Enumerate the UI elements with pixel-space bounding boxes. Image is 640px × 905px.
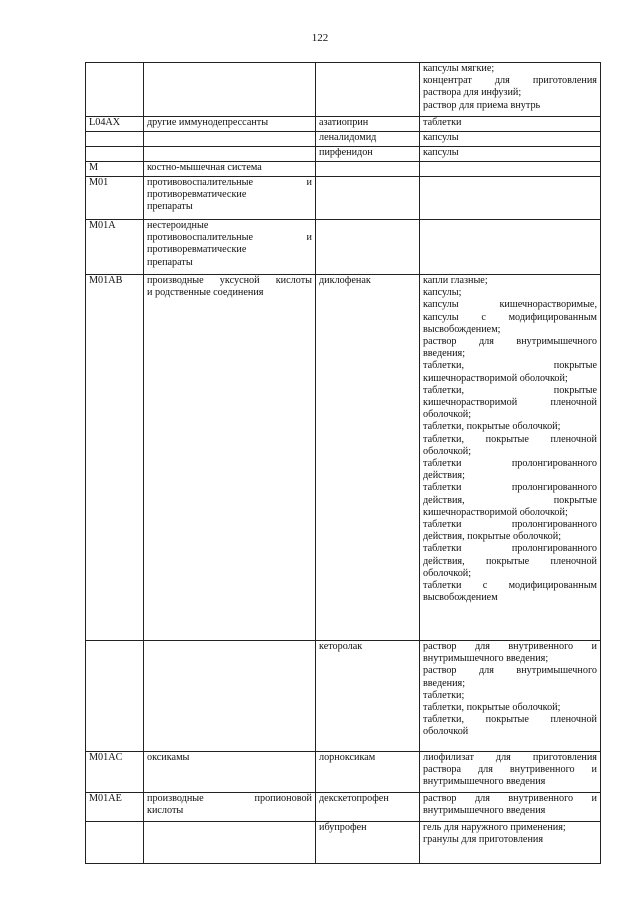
- dosage-form-line: лиофилизат для приготовления: [423, 752, 597, 763]
- atc-code-cell: M01AC: [86, 752, 144, 793]
- dosage-form-line: гранулы для приготовления: [423, 834, 544, 846]
- drug-name-cell: кеторолак: [316, 641, 420, 752]
- drug-name-cell: ибупрофен: [316, 822, 420, 864]
- drug-name-cell: [316, 220, 420, 275]
- dosage-form-line: оболочкой;: [423, 445, 472, 457]
- group-line: производные уксусной кислоты: [147, 275, 312, 286]
- table-row: [86, 177, 601, 220]
- dosage-form-cell: [420, 132, 601, 147]
- dosage-form-line: высвобождением: [423, 592, 498, 604]
- atc-code-cell: M01AB: [86, 275, 144, 641]
- group-cell: [144, 793, 316, 822]
- atc-code-cell: [86, 147, 144, 162]
- dosage-form-line: внутримышечного введения: [423, 805, 546, 817]
- dosage-form-cell: [420, 117, 601, 132]
- drug-name-cell: азатиоприн: [316, 117, 420, 132]
- dosage-form-line: таблетки пролонгированного: [423, 543, 597, 555]
- dosage-form-line: капсулы;: [423, 287, 462, 299]
- drug-table: [85, 62, 601, 864]
- dosage-form-line: капсулы: [423, 132, 459, 143]
- dosage-form-line: гель для наружного применения;: [423, 822, 566, 833]
- dosage-form-cell: [420, 220, 601, 275]
- dosage-form-cell: [420, 752, 601, 793]
- dosage-form-cell: [420, 177, 601, 220]
- table-row: [86, 162, 601, 177]
- table-row: [86, 63, 601, 117]
- dosage-form-line: действия;: [423, 470, 465, 482]
- dosage-form-line: капсулы мягкие;: [423, 63, 495, 74]
- atc-code-cell: L04AX: [86, 117, 144, 132]
- group-line: другие иммунодепрессанты: [147, 117, 269, 128]
- dosage-form-line: таблетки, покрытые оболочкой;: [423, 702, 561, 714]
- table-row: [86, 117, 601, 132]
- drug-name-cell: [316, 162, 420, 177]
- drug-name-cell: декскетопрофен: [316, 793, 420, 822]
- dosage-form-line: таблетки пролонгированного: [423, 482, 597, 494]
- group-cell: [144, 162, 316, 177]
- group-line: препараты: [147, 201, 193, 213]
- group-line: и родственные соединения: [147, 287, 264, 299]
- dosage-form-line: таблетки, покрытые: [423, 384, 597, 396]
- atc-code-cell: M01AE: [86, 793, 144, 822]
- table-row: [86, 132, 601, 147]
- table-row: [86, 147, 601, 162]
- dosage-form-line: высвобождением;: [423, 323, 501, 335]
- group-cell: [144, 177, 316, 220]
- group-line: оксикамы: [147, 752, 190, 763]
- group-line: противоревматические: [147, 189, 247, 201]
- table-body: [86, 63, 601, 864]
- dosage-form-line: таблетки;: [423, 689, 465, 701]
- dosage-form-line: оболочкой;: [423, 567, 472, 579]
- group-cell: [144, 63, 316, 117]
- group-line: нестероидные: [147, 220, 209, 231]
- table-row: [86, 220, 601, 275]
- dosage-form-line: действия, покрытые: [423, 494, 597, 506]
- dosage-form-line: внутримышечного введения: [423, 776, 546, 788]
- table-row: [86, 752, 601, 793]
- dosage-form-cell: [420, 275, 601, 641]
- atc-code-cell: [86, 132, 144, 147]
- page-number: 122: [311, 32, 329, 44]
- dosage-form-line: раствор для приема внутрь: [423, 99, 541, 111]
- atc-code-cell: [86, 641, 144, 752]
- dosage-form-line: таблетки пролонгированного: [423, 458, 597, 470]
- table-row: [86, 641, 601, 752]
- group-cell: [144, 641, 316, 752]
- group-line: противовоспалительные и: [147, 232, 312, 244]
- dosage-form-line: раствор для внутривенного и: [423, 793, 597, 804]
- dosage-form-line: введения;: [423, 348, 466, 360]
- drug-name-cell: пирфенидон: [316, 147, 420, 162]
- group-line: противоревматические: [147, 244, 247, 256]
- dosage-form-line: таблетки пролонгированного: [423, 519, 597, 531]
- dosage-form-cell: [420, 641, 601, 752]
- atc-code-cell: M01: [86, 177, 144, 220]
- dosage-form-line: капли глазные;: [423, 275, 488, 286]
- dosage-form-line: таблетки, покрытые оболочкой;: [423, 421, 561, 433]
- group-line: препараты: [147, 256, 193, 268]
- group-cell: [144, 132, 316, 147]
- dosage-form-line: действия, покрытые оболочкой;: [423, 531, 562, 543]
- group-cell: [144, 220, 316, 275]
- dosage-form-line: кишечнорастворимой оболочкой;: [423, 506, 568, 518]
- table-row: [86, 793, 601, 822]
- dosage-form-line: таблетки: [423, 117, 462, 128]
- drug-name-cell: [316, 63, 420, 117]
- dosage-form-line: введения;: [423, 677, 466, 689]
- drug-name-cell: лорноксикам: [316, 752, 420, 793]
- dosage-form-line: раствора для инфузий;: [423, 87, 522, 99]
- dosage-form-line: таблетки, покрытые: [423, 360, 597, 372]
- group-line: противовоспалительные и: [147, 177, 312, 188]
- group-cell: [144, 147, 316, 162]
- atc-code-cell: M01A: [86, 220, 144, 275]
- dosage-form-line: капсулы кишечнорастворимые,: [423, 299, 597, 311]
- dosage-form-line: концентрат для приготовления: [423, 75, 597, 87]
- dosage-form-cell: [420, 162, 601, 177]
- drug-name-cell: диклофенак: [316, 275, 420, 641]
- group-line: кислоты: [147, 805, 184, 817]
- dosage-form-line: оболочкой: [423, 726, 469, 738]
- dosage-form-line: внутримышечного введения;: [423, 653, 549, 665]
- table-row: [86, 822, 601, 864]
- group-cell: [144, 822, 316, 864]
- atc-code-cell: [86, 822, 144, 864]
- dosage-form-line: таблетки, покрытые пленочной: [423, 433, 597, 445]
- group-cell: [144, 275, 316, 641]
- drug-name-cell: [316, 177, 420, 220]
- group-cell: [144, 117, 316, 132]
- group-cell: [144, 752, 316, 793]
- dosage-form-line: действия, покрытые пленочной: [423, 555, 597, 567]
- dosage-form-line: таблетки с модифицированным: [423, 580, 597, 592]
- dosage-form-cell: [420, 147, 601, 162]
- atc-code-cell: M: [86, 162, 144, 177]
- dosage-form-line: раствор для внутримышечного: [423, 336, 597, 348]
- dosage-form-line: кишечнорастворимой пленочной: [423, 397, 597, 409]
- dosage-form-line: кишечнорастворимой оболочкой;: [423, 372, 568, 384]
- group-line: производные пропионовой: [147, 793, 312, 804]
- dosage-form-line: раствор для внутримышечного: [423, 665, 597, 677]
- dosage-form-cell: [420, 63, 601, 117]
- dosage-form-line: раствор для внутривенного и: [423, 641, 597, 652]
- dosage-form-line: таблетки, покрытые пленочной: [423, 714, 597, 726]
- dosage-form-line: капсулы с модифицированным: [423, 311, 597, 323]
- table-row: [86, 275, 601, 641]
- atc-code-cell: [86, 63, 144, 117]
- dosage-form-line: капсулы: [423, 147, 459, 158]
- dosage-form-cell: [420, 822, 601, 864]
- group-line: костно-мышечная система: [147, 162, 262, 173]
- dosage-form-line: оболочкой;: [423, 409, 472, 421]
- dosage-form-cell: [420, 793, 601, 822]
- drug-name-cell: леналидомид: [316, 132, 420, 147]
- dosage-form-line: раствора для внутривенного и: [423, 764, 597, 776]
